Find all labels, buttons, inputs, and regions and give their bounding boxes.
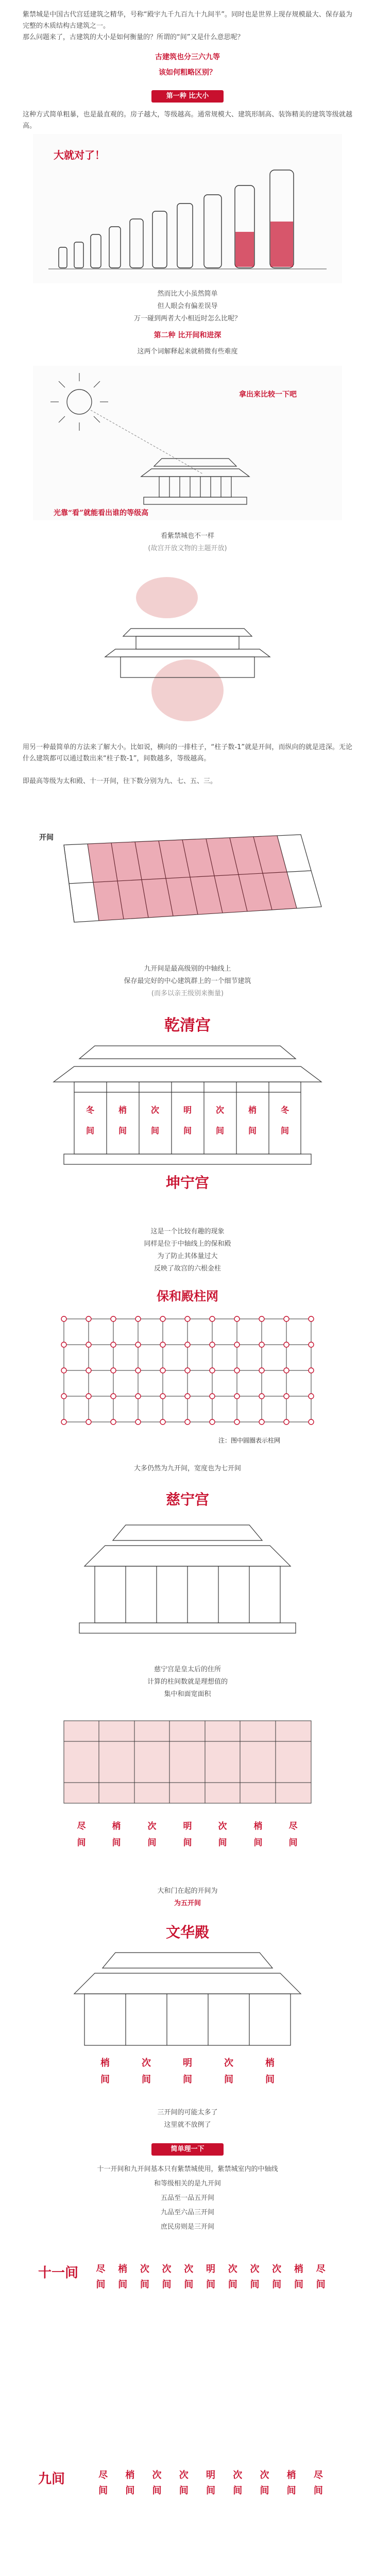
column-dot (61, 1394, 66, 1399)
building-name-wenhua: 文华殿 (165, 1924, 210, 1941)
column-dot (111, 1316, 116, 1321)
sec2-line-2: (故宫开放文物的主题开放) (148, 545, 227, 552)
qq-row-1: 间 (86, 1126, 95, 1136)
grade-cell: 次 (250, 2264, 260, 2275)
wh-col-5: 梢 (265, 2058, 275, 2069)
columns-paragraph-1: 用另一种最简单的方法来了解大小。比如说，横向的一排柱子，“柱子数-1”就是开间，而纵向的就是进深。无论什么建筑都可以通过数出来“柱子数-1”，间数越多，等级越高。 (23, 743, 352, 762)
grade-cell-suffix: 间 (206, 2279, 215, 2290)
column-dot (111, 1394, 116, 1399)
column-dot (160, 1316, 165, 1321)
grade-cell: 次 (233, 2470, 243, 2481)
grade-cell: 次 (260, 2470, 269, 2481)
grade-cell: 次 (272, 2264, 282, 2275)
grade-cell-suffix: 间 (96, 2279, 106, 2290)
lines4-3: 为了防止其体量过大 (157, 1252, 218, 1260)
grade-cell-suffix: 间 (313, 2485, 323, 2496)
grade-cell: 次 (162, 2264, 172, 2275)
plan2-row-1: 间 (77, 1838, 86, 1848)
column-dot (309, 1394, 314, 1399)
column-dot (309, 1419, 314, 1425)
column-dot (111, 1368, 116, 1373)
qianqing-palace-illustration (33, 1010, 342, 1195)
lines4-4: 反映了故宫的六根金柱 (154, 1265, 221, 1273)
lines6-3: 集中和面宽面积 (164, 1690, 211, 1698)
column-dot (185, 1316, 190, 1321)
plan2-row-2: 间 (112, 1838, 121, 1848)
qq-row-5: 间 (215, 1126, 225, 1136)
column-dot (111, 1419, 116, 1425)
lines6-1: 慈宁宫是皇太后的住所 (154, 1666, 221, 1673)
qq-row-7: 间 (280, 1126, 289, 1136)
summary-line-5: 庶民房则是三开间 (160, 2223, 214, 2231)
sec2-line-1: 看紫禁城也不一样 (160, 532, 214, 540)
building-name-cining: 慈宁宫 (165, 1491, 210, 1508)
lines6-2: 计算的柱间数就是理想值的 (147, 1678, 228, 1686)
qq-col-6: 梢 (248, 1105, 257, 1115)
column-dot (185, 1394, 190, 1399)
question-1: 古建筑也分三六九等 (155, 53, 220, 61)
section1-paragraph: 这种方式简单粗暴，也是最直观的。房子越大，等级越高。通常规模大、建筑形制高、装饰精美的建筑等级就越高。 (23, 111, 352, 130)
column-dot (259, 1419, 264, 1425)
grade-cell-suffix: 间 (184, 2279, 194, 2290)
column-dot (309, 1342, 314, 1347)
ink-palace-illustration (33, 562, 342, 732)
qq-row-3: 间 (150, 1126, 160, 1136)
plan2-col-3: 次 (147, 1821, 157, 1832)
column-dot (210, 1342, 215, 1347)
column-dot (309, 1316, 314, 1321)
column-dot (160, 1342, 165, 1347)
column-dot (135, 1368, 141, 1373)
summary-line-3: 五品至一品五开间 (160, 2194, 214, 2202)
sec1-line-3: 万一碰到两者大小相近时怎么比呢？ (133, 315, 241, 323)
grade-cell: 尽 (98, 2470, 108, 2481)
columns-paragraph-2: 即最高等级为太和殿、十一开间，往下数分别为九、七、五、三。 (23, 777, 217, 785)
wh-row-5: 间 (265, 2074, 275, 2085)
cining-palace-illustration (33, 1484, 342, 1654)
grade-cell-suffix: 间 (179, 2485, 189, 2496)
lines5-1: 大多仍然为九开间，宽度也为七开间 (133, 1465, 241, 1472)
column-dot (160, 1394, 165, 1399)
grade-cell: 尽 (96, 2264, 106, 2275)
column-dot (86, 1342, 91, 1347)
section2-line: 这两个词解释起来就稍微有些难度 (137, 348, 238, 355)
column-dot (234, 1368, 240, 1373)
column-dot (135, 1316, 141, 1321)
grade-cell-suffix: 间 (272, 2279, 282, 2290)
column-grid-illustration (33, 804, 342, 948)
sun-palace-illustration (33, 366, 342, 520)
grade-cell-suffix: 间 (162, 2279, 172, 2290)
wh-row-3: 间 (183, 2074, 192, 2085)
column-dot (234, 1342, 240, 1347)
grade-cell: 明 (206, 2470, 215, 2481)
column-dot (284, 1342, 289, 1347)
grade-cell: 尽 (316, 2264, 326, 2275)
lines7-2: 为五开间 (174, 1900, 201, 1907)
grade-cell: 次 (152, 2470, 162, 2481)
section2-title: 第二种 比开间和进深 (154, 331, 221, 340)
grade-cell-suffix: 间 (152, 2485, 162, 2496)
intro-paragraph-2: 那么问题来了，古建筑的大小是如何衡量的？所谓的“间”又是什么意思呢？ (23, 33, 244, 41)
lines3-3: (而多以亲王级别来衡量) (151, 990, 224, 997)
cining-plan-illustration (33, 1710, 342, 1875)
column-dot (210, 1419, 215, 1425)
plan2-col-7: 尽 (288, 1821, 298, 1832)
column-dot (86, 1394, 91, 1399)
column-dot (234, 1419, 240, 1425)
column-dot (234, 1394, 240, 1399)
column-dot (185, 1419, 190, 1425)
wh-col-3: 明 (183, 2058, 192, 2069)
lines8-1: 三开间的可能太多了 (157, 2109, 218, 2116)
column-dot (284, 1394, 289, 1399)
wh-col-1: 梢 (100, 2058, 110, 2069)
qq-col-7: 冬 (280, 1105, 289, 1115)
column-dot (160, 1368, 165, 1373)
grade-cell: 次 (184, 2264, 194, 2275)
grade-cell: 梢 (125, 2470, 135, 2481)
qq-row-6: 间 (248, 1126, 257, 1136)
grade-cell: 梢 (286, 2470, 296, 2481)
column-dot (86, 1316, 91, 1321)
kaijian-note: 开间 (39, 834, 54, 842)
plan2-row-3: 间 (147, 1838, 157, 1848)
grade-cell: 次 (228, 2264, 237, 2275)
plan2-col-6: 梢 (253, 1821, 263, 1832)
plan1-title: 保和殿柱网 (157, 1289, 218, 1303)
column-dot (160, 1419, 165, 1425)
grade-cell-suffix: 间 (125, 2485, 135, 2496)
sun-caption: 光靠“看”就能看出谁的等级高 (54, 509, 149, 517)
grade-label: 九间 (38, 2471, 65, 2487)
wh-row-2: 间 (142, 2074, 151, 2085)
column-dot (284, 1368, 289, 1373)
section-bar-summary: 简单理一下 (151, 2143, 224, 2156)
column-dot (61, 1342, 66, 1347)
plan2-col-5: 次 (218, 1821, 227, 1832)
column-dot (259, 1368, 264, 1373)
wh-col-4: 次 (224, 2058, 233, 2069)
lines3-1: 九开间是最高级别的中轴线上 (144, 965, 231, 973)
column-dot (135, 1419, 141, 1425)
grade-cell-suffix: 间 (228, 2279, 237, 2290)
building-name-kunning: 坤宁宫 (165, 1174, 210, 1191)
bottles-illustration (33, 134, 342, 283)
qq-row-2: 间 (118, 1126, 127, 1136)
sec1-line-1: 然而比大小虽然简单 (157, 290, 218, 298)
grade-cell-suffix: 间 (286, 2485, 296, 2496)
column-dot (111, 1342, 116, 1347)
grade-cell-suffix: 间 (98, 2485, 108, 2496)
column-dot (309, 1368, 314, 1373)
qq-col-2: 梢 (118, 1105, 127, 1115)
plan2-row-4: 间 (183, 1838, 192, 1848)
plan2-row-7: 间 (288, 1838, 298, 1848)
column-dot (210, 1368, 215, 1373)
column-dot (284, 1419, 289, 1425)
qq-col-4: 明 (183, 1105, 192, 1115)
lines8-2: 这里就不放例了 (164, 2121, 211, 2129)
plan2-col-1: 尽 (77, 1821, 86, 1832)
column-dot (234, 1316, 240, 1321)
wh-row-4: 间 (224, 2074, 233, 2085)
grade-cell-suffix: 间 (140, 2279, 149, 2290)
column-dot (259, 1342, 264, 1347)
plan2-col-2: 梢 (112, 1821, 121, 1832)
plan2-col-4: 明 (183, 1821, 192, 1832)
grade-cell-suffix: 间 (294, 2279, 303, 2290)
grade-cell: 明 (206, 2264, 215, 2275)
grade-cell-suffix: 间 (118, 2279, 128, 2290)
plan2-row-5: 间 (218, 1838, 227, 1848)
lines4-1: 这是一个比较有趣的现象 (150, 1228, 225, 1235)
column-dot (61, 1368, 66, 1373)
summary-line-4: 九品至六品三开间 (160, 2209, 214, 2216)
grade-cell: 次 (179, 2470, 189, 2481)
column-dot (185, 1342, 190, 1347)
section-bar-1: 第一种 比大小 (151, 90, 224, 103)
grade-cell: 梢 (118, 2264, 128, 2275)
grade-cell: 尽 (313, 2470, 323, 2481)
column-dot (86, 1368, 91, 1373)
grade-cell-suffix: 间 (316, 2279, 326, 2290)
column-dot (259, 1316, 264, 1321)
plan1-note: 注：图中圆圈表示柱网 (218, 1437, 281, 1444)
wenhua-hall-illustration (33, 1917, 342, 2092)
intro-paragraph: 紫禁城是中国古代宫廷建筑之精华，号称“殿宇九千九百九十九间半”。同时也是世界上现存规模最大、保存最为完整的木质结构古建筑之一。 (23, 11, 352, 30)
column-dot (185, 1368, 190, 1373)
column-dot (135, 1342, 141, 1347)
bottles-caption: 大就对了！ (54, 149, 105, 161)
column-dot (210, 1316, 215, 1321)
qq-col-1: 冬 (86, 1105, 95, 1115)
qq-row-4: 间 (183, 1126, 192, 1136)
grades-illustration (33, 2246, 342, 2576)
sec1-line-2: 但人眼会有偏差误导 (157, 302, 218, 310)
qq-col-5: 次 (215, 1105, 225, 1115)
column-dot (259, 1394, 264, 1399)
summary-line-2: 和等级相关的是九开间 (154, 2180, 221, 2188)
grade-cell-suffix: 间 (233, 2485, 243, 2496)
wh-row-1: 间 (100, 2074, 110, 2085)
column-dot (86, 1419, 91, 1425)
grade-cell: 梢 (294, 2264, 303, 2275)
plan2-row-6: 间 (253, 1838, 263, 1848)
grade-cell-suffix: 间 (250, 2279, 260, 2290)
column-dot (284, 1316, 289, 1321)
column-dot (210, 1394, 215, 1399)
lines4-2: 同样是位于中轴线上的保和殿 (144, 1240, 231, 1248)
lines3-2: 保存最完好的中心建筑群上的一个细节建筑 (124, 977, 251, 985)
qq-col-3: 次 (150, 1105, 160, 1115)
column-dot (61, 1316, 66, 1321)
grade-cell: 次 (140, 2264, 149, 2275)
grade-cell-suffix: 间 (206, 2485, 215, 2496)
building-name-qianqing: 乾清宫 (164, 1016, 211, 1035)
wh-col-2: 次 (142, 2058, 151, 2069)
column-dot (135, 1394, 141, 1399)
column-dot (61, 1419, 66, 1425)
baohe-plan-illustration (33, 1283, 342, 1453)
grade-cell-suffix: 间 (260, 2485, 269, 2496)
grade-label: 十一间 (38, 2265, 79, 2281)
sun-note: 拿出来比较一下吧 (239, 391, 297, 399)
question-2: 该如何粗略区别？ (159, 69, 216, 77)
summary-line-1: 十一开间和九开间基本只有紫禁城使用，紫禁城室内的中轴线 (97, 2165, 278, 2173)
lines7-1: 大和门在起的开间为 (157, 1887, 218, 1895)
